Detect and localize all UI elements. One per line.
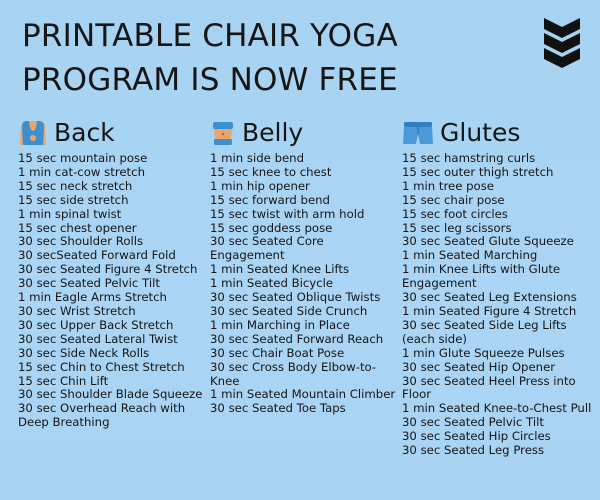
list-item: 30 sec Seated Hip Opener <box>402 359 556 374</box>
list-item: 30 sec Seated Toe Taps <box>210 401 346 416</box>
list-item: 30 sec Seated Hip Circles <box>402 429 551 444</box>
list-item: 30 sec Cross Body Elbow-to-Knee <box>210 359 377 388</box>
list-item: 15 sec outer thigh stretch <box>402 164 554 179</box>
list-item: 1 min Seated Mountain Climber <box>210 387 396 402</box>
list-item: 1 min spinal twist <box>18 206 122 221</box>
list-item: 1 min side bend <box>210 151 305 165</box>
column-heading-back <box>18 118 206 148</box>
list-item: 30 sec Shoulder Rolls <box>18 234 144 249</box>
list-item: 15 sec mountain pose <box>18 151 148 165</box>
list-item: 30 secSeated Forward Fold <box>18 248 176 263</box>
column-heading-glutes <box>402 118 592 148</box>
title-line-2: PROGRAM IS NOW FREE <box>22 62 398 98</box>
list-item: 30 sec Seated Forward Reach <box>210 331 384 346</box>
column-heading-belly <box>210 118 398 148</box>
list-item: 30 sec Upper Back Stretch <box>18 317 174 332</box>
heading-label: Glutes <box>440 118 521 147</box>
list-item: 1 min Seated Marching <box>402 248 538 263</box>
list-item: 15 sec Chin Lift <box>18 373 109 388</box>
back-torso-icon <box>18 119 48 147</box>
list-item: 30 sec Seated Leg Extensions <box>402 290 577 305</box>
list-item: 15 sec side stretch <box>18 192 129 207</box>
title-line-1: PRINTABLE CHAIR YOGA <box>22 18 398 54</box>
list-item: 15 sec hamstring curls <box>402 151 536 165</box>
list-item: 30 sec Chair Boat Pose <box>210 345 345 360</box>
list-item: 30 sec Seated Pelvic Tilt <box>18 276 160 291</box>
heading-label: Belly <box>242 118 304 147</box>
list-item: 30 sec Overhead Reach with Deep Breathing <box>18 401 186 430</box>
heading-label: Back <box>54 118 115 147</box>
list-item: 15 sec chair pose <box>402 192 505 207</box>
list-item: 30 sec Shoulder Blade Squeeze <box>18 387 203 402</box>
column-back <box>18 118 206 430</box>
column-belly <box>210 118 398 416</box>
list-item: 1 min Seated Knee-to-Chest Pull <box>402 401 592 416</box>
list-item: 1 min tree pose <box>402 178 494 193</box>
exercise-list-belly <box>210 152 398 416</box>
list-item: 1 min Knee Lifts with Glute Engagement <box>402 262 561 291</box>
list-item: 30 sec Seated Lateral Twist <box>18 331 178 346</box>
exercise-list-back <box>18 152 206 430</box>
list-item: 15 sec goddess pose <box>210 220 333 235</box>
list-item: 30 sec Seated Figure 4 Stretch <box>18 262 198 277</box>
list-item: 30 sec Wrist Stretch <box>18 303 136 318</box>
exercise-list-glutes <box>402 152 592 458</box>
list-item: 30 sec Seated Core Engagement <box>210 234 324 263</box>
list-item: 15 sec Chin to Chest Stretch <box>18 359 185 374</box>
list-item: 1 min Seated Bicycle <box>210 276 334 291</box>
list-item: 30 sec Seated Pelvic Tilt <box>402 415 544 430</box>
belly-torso-icon <box>210 119 236 147</box>
list-item: 15 sec leg scissors <box>402 220 512 235</box>
list-item: 1 min hip opener <box>210 178 310 193</box>
list-item: 30 sec Side Neck Rolls <box>18 345 150 360</box>
list-item: 15 sec foot circles <box>402 206 508 221</box>
list-item: 1 min Glute Squeeze Pulses <box>402 345 565 360</box>
list-item: 30 sec Seated Glute Squeeze <box>402 234 574 249</box>
list-item: 15 sec forward bend <box>210 192 330 207</box>
list-item: 1 min Seated Knee Lifts <box>210 262 350 277</box>
column-glutes <box>402 118 592 458</box>
list-item: 30 sec Seated Heel Press into Floor <box>402 373 576 402</box>
list-item: 15 sec chest opener <box>18 220 137 235</box>
shorts-icon <box>402 119 434 147</box>
list-item: 30 sec Seated Side Crunch <box>210 303 368 318</box>
page-title <box>22 14 522 102</box>
list-item: 1 min Marching in Place <box>210 317 350 332</box>
list-item: 1 min cat-cow stretch <box>18 164 145 179</box>
list-item: 1 min Eagle Arms Stretch <box>18 290 167 305</box>
stacked-chevron-logo-icon <box>544 18 580 68</box>
list-item: 15 sec twist with arm hold <box>210 206 365 221</box>
list-item: 15 sec knee to chest <box>210 164 332 179</box>
list-item: 30 sec Seated Leg Press <box>402 443 545 458</box>
list-item: 30 sec Seated Side Leg Lifts (each side) <box>402 317 567 346</box>
list-item: 1 min Seated Figure 4 Stretch <box>402 303 577 318</box>
list-item: 30 sec Seated Oblique Twists <box>210 290 381 305</box>
list-item: 15 sec neck stretch <box>18 178 133 193</box>
